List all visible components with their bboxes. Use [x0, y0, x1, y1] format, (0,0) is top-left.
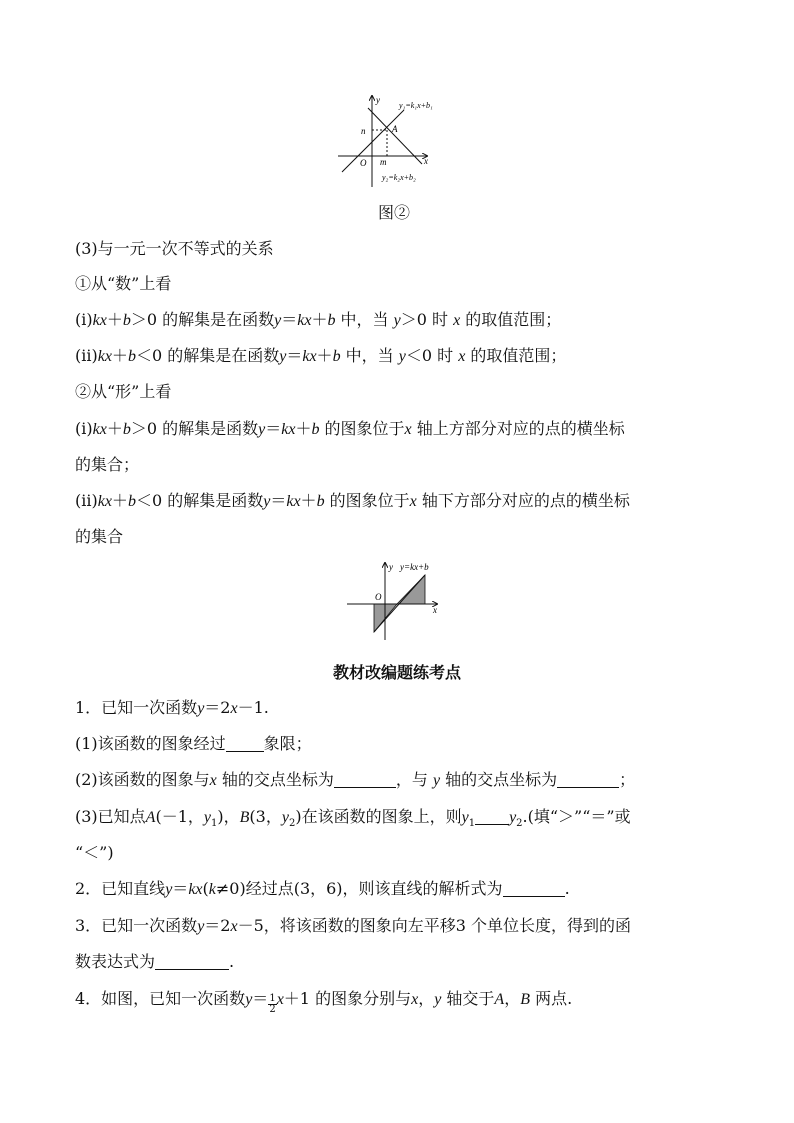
line2-label: y₂=k₂x+b₂ [382, 173, 416, 182]
figure-3-graph [345, 560, 450, 642]
question-1-part-2: (2)该函数的图象与x 轴的交点坐标为 ，与 y 轴的交点坐标为 ； [75, 770, 636, 789]
question-1-part-3-cont: “＜”) [75, 843, 114, 862]
y-axis-label: y [376, 95, 380, 105]
question-3: 3．已知一次函数y＝2x－5，将该函数的图象向左平移3 个单位长度，得到的函 [75, 916, 632, 935]
x-axis-label: x [424, 156, 428, 166]
question-1-part-3: (3)已知点A(－1，$y_1$)，B(3，$y_2$)在该函数的图象上，则$y_1$ $y_2$.(填“＞”“＝”或 [75, 807, 631, 830]
answer-blank[interactable] [334, 771, 396, 788]
function-label: y=kx+b [400, 562, 429, 572]
answer-blank[interactable] [503, 880, 565, 897]
answer-blank[interactable] [226, 735, 264, 752]
y-axis-label: y [389, 562, 393, 572]
question-4: 4．如图，已知一次函数y＝ $\frac{1}{2}$ x＋1 的图象分别与x，y 轴交于A，B 两点. [75, 989, 573, 1015]
shape-view-item-ii: (ⅱ)kx＋b＜0 的解集是函数y＝kx＋b 的图象位于x 轴下方部分对应的点的横坐标 [75, 491, 630, 510]
x-axis-label: x [433, 605, 437, 615]
question-1-stem: 1．已知一次函数y＝2x－1. [75, 698, 269, 717]
section-3-title: (3)与一元一次不等式的关系 [75, 239, 274, 258]
answer-blank[interactable] [557, 771, 619, 788]
answer-blank[interactable] [475, 808, 509, 825]
question-1-part-1: (1)该函数的图象经过 象限； [75, 734, 312, 753]
question-3-cont: 数表达式为 . [75, 952, 235, 971]
n-label: n [361, 126, 366, 136]
shape-view-item-ii-cont: 的集合 [75, 527, 124, 546]
figure-2-graph [332, 92, 462, 190]
origin-label: O [375, 592, 382, 602]
number-view-item-ii: (ⅱ)kx＋b＜0 的解集是在函数y＝kx＋b 中，当 y＜0 时 x 的取值范围； [75, 346, 567, 365]
m-label: m [380, 157, 387, 167]
shape-view-item-i-cont: 的集合； [75, 455, 140, 474]
from-number-heading: ①从“数”上看 [75, 274, 172, 293]
origin-label: O [360, 158, 367, 168]
line1-label: y₁=k₁x+b₁ [399, 101, 433, 110]
number-view-item-i: (ⅰ)kx＋b＞0 的解集是在函数y＝kx＋b 中，当 y＞0 时 x 的取值范围； [75, 310, 562, 329]
practice-heading: 教材改编题练考点 [332, 663, 461, 682]
answer-blank[interactable] [155, 953, 229, 970]
point-A-label: A [392, 124, 398, 134]
question-2: 2．已知直线y＝kx(k≠0)经过点(3，6)，则该直线的解析式为 . [75, 879, 570, 898]
figure-2-caption: 图② [378, 203, 411, 222]
shape-view-item-i: (ⅰ)kx＋b＞0 的解集是函数y＝kx＋b 的图象位于x 轴上方部分对应的点的横坐标 [75, 419, 625, 438]
line-y1 [342, 110, 404, 172]
fraction-one-half: $\frac{1}{2}$ [269, 993, 276, 1015]
from-shape-heading: ②从“形”上看 [75, 382, 172, 401]
